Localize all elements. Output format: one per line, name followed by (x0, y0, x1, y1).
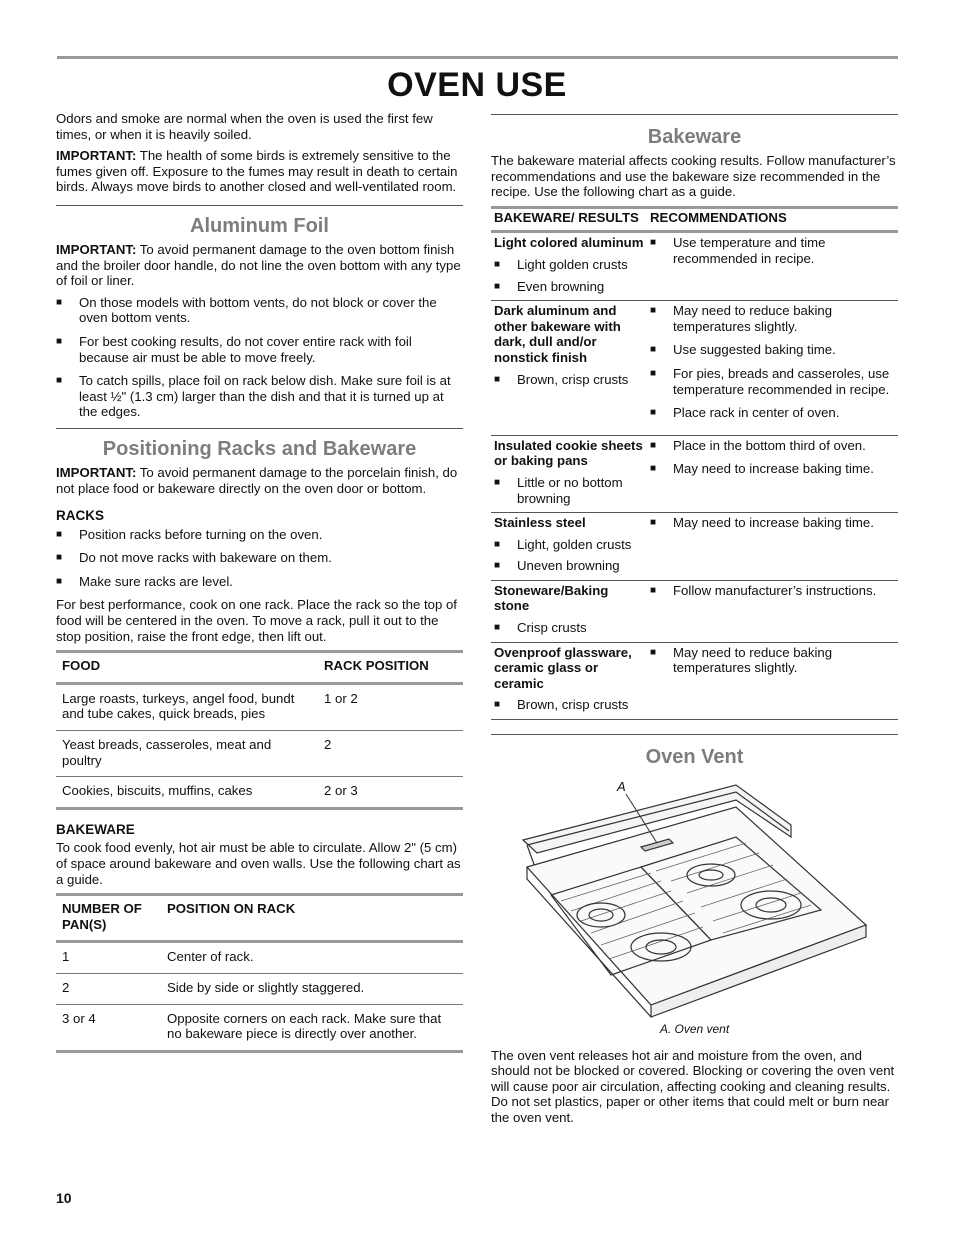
table-row (491, 513, 898, 581)
table-header: BAKEWARE/ RESULTS (491, 207, 647, 232)
table-cell: Cookies, biscuits, muffins, cakes (56, 777, 318, 809)
table-cell: Ovenproof glassware, ceramic glass or ceramic ■ Brown, crisp crusts (491, 642, 647, 719)
intro-paragraph: Odors and smoke are normal when the oven is used the first few times, or when it is heavily soiled. (56, 111, 433, 142)
table-header-row (56, 895, 463, 942)
table-cell: 2 (318, 731, 463, 777)
table-cell: Opposite corners on each rack. Make sure that no bakeware piece is directly over another. (161, 1004, 463, 1051)
table-cell (647, 513, 898, 581)
list-item: ■ Light, golden crusts (494, 537, 644, 553)
list-item: ■ May need to reduce baking temperatures slightly. (650, 645, 895, 676)
table-cell (647, 301, 898, 436)
table-header-row (56, 652, 463, 684)
table-cell: 3 or 4 (56, 1004, 161, 1051)
foil-important: IMPORTANT: To avoid permanent damage to the oven bottom finish and the broiler door handle, do not line the oven bottom with any type of foil or liner. (56, 241, 461, 289)
table-row (56, 942, 463, 974)
list-item: ■ Use suggested baking time. (650, 342, 895, 358)
list-item: ■ For pies, breads and casseroles, use temperature recommended in recipe. (650, 366, 895, 397)
table-cell: 2 or 3 (318, 777, 463, 809)
table-cell: Stainless steel ■ Light, golden crusts ■ Uneven browning (491, 513, 647, 581)
left-column (56, 111, 463, 1053)
table-header: POSITION ON RACK (161, 895, 463, 942)
section-divider (491, 114, 898, 115)
list-item: ■ Place in the bottom third of oven. (650, 438, 895, 454)
list-item: ■ Place rack in center of oven. (650, 405, 895, 421)
bakeware-paragraph: To cook food evenly, hot air must be able to circulate. Allow 2" (5 cm) of space around bakeware and oven walls. Use the following chart as a guide. (56, 840, 461, 887)
table-cell: Dark aluminum and other bakeware with dark, dull and/or nonstick finish ■ Brown, crisp crusts (491, 301, 647, 436)
list-item: ■ Use temperature and time recommended in recipe. (650, 235, 895, 266)
range-drawing (491, 775, 898, 1020)
section-divider (56, 205, 463, 206)
intro-important: IMPORTANT: The health of some birds is extremely sensitive to the fumes given off. Exposure to the fumes may result in death to certain birds. Always move birds to another closed and well-ventilated room. (56, 148, 458, 195)
bakeware-table (491, 206, 898, 720)
cooktop-illustration (491, 775, 898, 1020)
list-item: ■ For best cooking results, do not cover entire rack with foil because air must be able to move freely. (56, 334, 463, 365)
table-row (491, 642, 898, 719)
bakeware-intro: The bakeware material affects cooking results. Follow manufacturer’s recommendations and use the bakeware size recommended in the recipe. Use the following chart as a guide. (491, 153, 896, 200)
table-header: NUMBER OF PAN(S) (56, 895, 161, 942)
oven-vent-heading: Oven Vent (645, 746, 744, 769)
oven-vent-paragraph: The oven vent releases hot air and moisture from the oven, and should not be blocked or covered. Blocking or covering the oven vent will cause poor air circulation, affecting cooking and cleaning results. Do not set plastics, paper or other items that could melt or burn near the oven vent. (491, 1047, 895, 1125)
figure-caption: A. Oven vent (659, 1022, 730, 1037)
table-row (56, 731, 463, 777)
list-item: ■ May need to increase baking time. (650, 461, 895, 477)
foil-bullets (56, 295, 463, 420)
table-cell (647, 642, 898, 719)
table-cell (647, 232, 898, 301)
list-item: ■ Uneven browning (494, 558, 644, 574)
list-item: ■ Do not move racks with bakeware on them. (56, 550, 463, 566)
list-item: ■ Brown, crisp crusts (494, 697, 644, 713)
table-row (56, 683, 463, 730)
bakeware-heading: Bakeware (647, 126, 742, 148)
table-row (56, 777, 463, 809)
section-divider (56, 428, 463, 429)
positioning-heading: Positioning Racks and Bakeware (102, 437, 417, 460)
page-number: 10 (56, 1190, 72, 1206)
table-row (491, 232, 898, 301)
pan-position-table (56, 893, 463, 1053)
table-cell: Insulated cookie sheets or baking pans ■ Little or no bottom browning (491, 435, 647, 512)
list-item: ■ May need to reduce baking temperatures slightly. (650, 303, 895, 334)
table-header: FOOD (56, 652, 318, 684)
racks-heading: RACKS (56, 508, 105, 524)
page-title: OVEN USE (387, 66, 567, 104)
table-cell (647, 580, 898, 642)
list-item: ■ On those models with bottom vents, do not block or cover the oven bottom vents. (56, 295, 463, 326)
table-cell: Side by side or slightly staggered. (161, 973, 463, 1004)
table-row (491, 580, 898, 642)
rack-position-table (56, 650, 463, 810)
racks-paragraph: For best performance, cook on one rack. Place the rack so the top of food will be centered in the oven. To move a rack, pull it out to the stop position, raise the front edge, then lift out. (56, 597, 457, 644)
positioning-important: IMPORTANT: To avoid permanent damage to the porcelain finish, do not place food or bakeware directly on the oven door or bottom. (56, 464, 458, 496)
table-header: RACK POSITION (318, 652, 463, 684)
table-cell: 1 (62, 949, 70, 965)
table-cell: Yeast breads, casseroles, meat and poultry (56, 731, 318, 777)
table-cell: 2 (56, 973, 161, 1004)
table-row (56, 973, 463, 1004)
list-item: ■ Make sure racks are level. (56, 574, 463, 590)
table-row (491, 435, 898, 512)
list-item: ■ Light golden crusts (494, 257, 644, 273)
table-cell (647, 435, 898, 512)
right-column (491, 114, 898, 1132)
list-item: ■ Brown, crisp crusts (494, 372, 644, 388)
top-rule (57, 56, 898, 59)
bakeware-subheading: BAKEWARE (56, 821, 135, 837)
list-item: ■ Follow manufacturer’s instructions. (650, 583, 895, 599)
figure-label-a: A (617, 779, 626, 795)
table-row (56, 1004, 463, 1051)
table-row (491, 301, 898, 436)
list-item: ■ To catch spills, place foil on rack below dish. Make sure foil is at least ½" (1.3 cm) larger than the dish and that it is turned up at the edges. (56, 373, 463, 420)
table-cell: 1 or 2 (324, 690, 358, 706)
list-item: ■ May need to increase baking time. (650, 515, 895, 531)
table-cell: Stoneware/Baking stone ■ Crisp crusts (491, 580, 647, 642)
list-item: ■ Position racks before turning on the oven. (56, 527, 463, 543)
table-header: RECOMMENDATIONS (647, 207, 898, 232)
racks-bullets (56, 527, 463, 590)
section-divider (491, 734, 898, 735)
aluminum-foil-heading: Aluminum Foil (190, 214, 329, 237)
table-cell: Large roasts, turkeys, angel food, bundt and tube cakes, quick breads, pies (62, 690, 295, 722)
list-item: ■ Even browning (494, 279, 644, 295)
table-header-row (491, 207, 898, 232)
list-item: ■ Little or no bottom browning (494, 475, 644, 506)
list-item: ■ Crisp crusts (494, 620, 644, 636)
table-cell: Center of rack. (167, 949, 254, 965)
table-cell: Light colored aluminum ■ Light golden crusts ■ Even browning (491, 232, 647, 301)
